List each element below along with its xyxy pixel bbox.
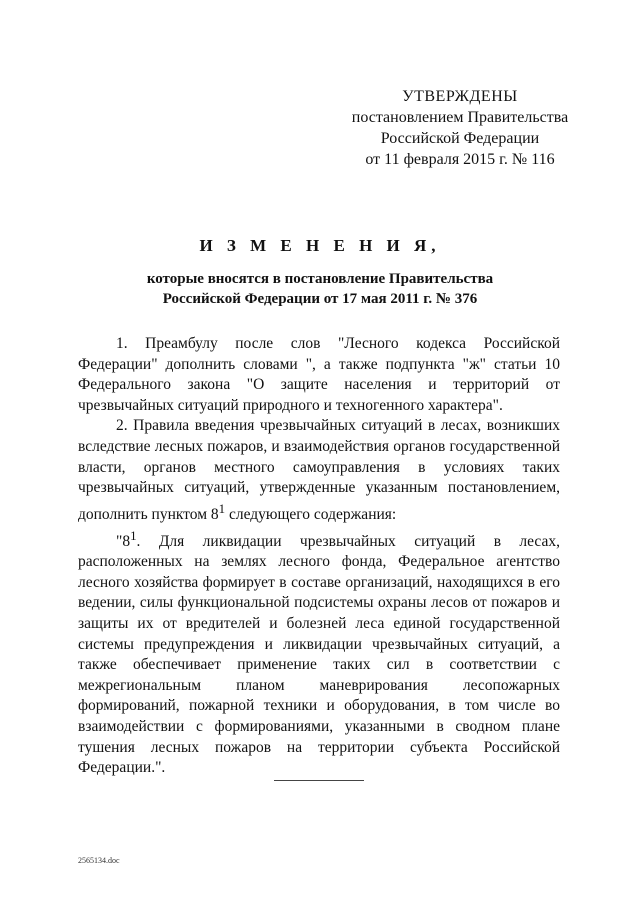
approval-line-3: от 11 февраля 2015 г. № 116 (365, 151, 555, 168)
paragraph-1 (78, 334, 560, 416)
heading-title: И З М Е Н Е Н И Я, (199, 236, 441, 255)
paragraph-2-text: 2. Правила введения чрезвычайных ситуаций в лесах, возникших вследствие лесных пожаров, и взаимодействия органов государственной власти, органов местного самоуправления в условиях таких чрезвычайных ситуаций, утвержденные указанным постановлением, дополнить пунктом 8 (78, 417, 560, 523)
paragraph-1-text: 1. Преамбулу после слов "Лесного кодекса Российской Федерации" дополнить словами ", а также подпункта "ж" статьи 10 Федерального закона "О защите населения и территорий от чрезвычайных ситуаций природного и техногенного характера". (78, 335, 560, 414)
paragraph-3-start: "8 (116, 532, 131, 550)
paragraph-3-superscript: 1 (130, 527, 137, 543)
approval-block (330, 86, 590, 170)
paragraph-2-superscript: 1 (218, 500, 226, 516)
end-separator-line (274, 780, 364, 781)
document-body (78, 334, 560, 779)
paragraph-2 (78, 416, 560, 525)
heading-subtitle-2: Российской Федерации от 17 мая 2011 г. № 376 (162, 291, 478, 307)
approval-title: УТВЕРЖДЕНЫ (402, 88, 518, 105)
paragraph-2-end: следующего содержания: (225, 505, 397, 523)
paragraph-3 (78, 526, 560, 779)
paragraph-3-text: . Для ликвидации чрезвычайных ситуаций в лесах, расположенных на землях лесного фонда, Федеральное агентство лесного хозяйства формирует в составе организаций, находящихся в его ведении, силы функциональной подсистемы охраны лесов от пожаров и защиты их от вредителей и болезней леса единой государственной системы предупреждения и ликвидации чрезвычайных ситуаций, а также обеспечивает применение таких сил в соответствии с межрегиональным планом маневрирования лесопожарных формирований, пожарной техники и оборудования, в том числе во взаимодействии с формированиями, указанными в сводном плане тушения лесных пожаров на территории субъекта Российской Федерации.". (78, 532, 560, 777)
heading-subtitle-1: которые вносятся в постановление Правительства (146, 271, 494, 287)
document-heading (80, 236, 560, 309)
document-file-code: 2565134.doc (78, 856, 120, 865)
approval-line-2: Российской Федерации (380, 130, 540, 147)
approval-line-1: постановлением Правительства (351, 109, 569, 126)
